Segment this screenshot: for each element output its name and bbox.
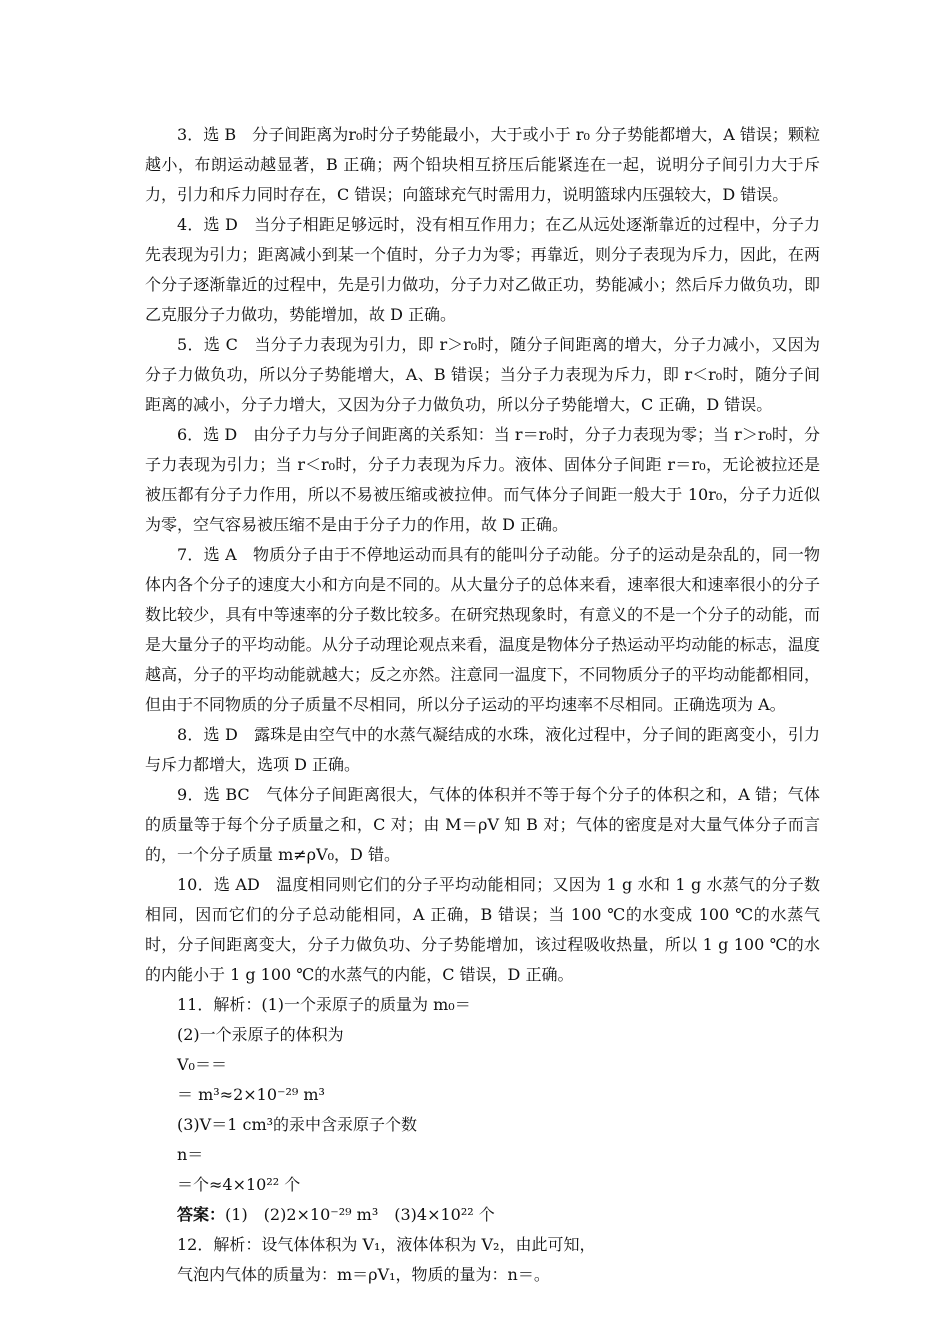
answer-12-line: 12．解析：设气体体积为 V₁，液体体积为 V₂，由此可知， [177,1235,596,1254]
answer-6: 6．选 D 由分子力与分子间距离的关系知：当 r＝r₀时，分子力表现为零；当 r＞r₀时，分子力表现为引力；当 r＜r₀时，分子力表现为斥力。液体、固体分子间距 r＝r₀，无论被拉还是被压都有分子力作用，所以不易被压缩或被拉伸。而气体分子间距一般大于 10r₀，分子力近似为零，空气容易被压缩不是由于分子力的作用，故 D 正确。 [145,425,820,534]
answer-text: (1) (2)2×10⁻²⁹ m³ (3)4×10²² 个 [225,1205,495,1224]
answer-5: 5．选 C 当分子力表现为引力，即 r＞r₀时，随分子间距离的增大，分子力减小，又因为分子力做负功，所以分子势能增大，A、B 错误；当分子力表现为斥力，即 r＜r₀时，随分子间距离的减小，分子力增大，又因为分子力做负功，所以分子势能增大，C 正确，D 错误。 [145,335,820,414]
answer-3: 3．选 B 分子间距离为r₀时分子势能最小，大于或小于 r₀ 分子势能都增大，A 错误；颗粒越小，布朗运动越显著，B 正确；两个铅块相互挤压后能紧连在一起，说明分子间引力大于斥力，引力和斥力同时存在，C 错误；向篮球充气时需用力，说明篮球内压强较大，D 错误。 [145,125,820,204]
answer-11-line: ＝个≈4×10²² 个 [177,1175,301,1194]
answer-4: 4．选 D 当分子相距足够远时，没有相互作用力；在乙从远处逐渐靠近的过程中，分子力先表现为引力；距离减小到某一个值时，分子力为零；再靠近，则分子表现为斥力，因此，在两个分子逐渐靠近的过程中，先是引力做功，分子力对乙做正功，势能减小；然后斥力做负功，即乙克服分子力做功，势能增加，故 D 正确。 [145,215,820,324]
answer-11-line: ＝ m³≈2×10⁻²⁹ m³ [177,1085,325,1104]
answer-12-line: 气泡内气体的质量为：m＝ρV₁，物质的量为：n＝。 [177,1265,550,1284]
answer-11-line: V₀＝＝ [177,1055,227,1074]
answer-11-line: (3)V＝1 cm³的汞中含汞原子个数 [177,1115,418,1134]
answer-label: 答案： [177,1205,226,1224]
answer-11-final [145,1200,820,1230]
answer-11-line: n＝ [177,1145,204,1164]
answer-10: 10．选 AD 温度相同则它们的分子平均动能相同；又因为 1 g 水和 1 g 水蒸气的分子数相同，因而它们的分子总动能相同，A 正确，B 错误；当 100 ℃的水变成 100 ℃的水蒸气时，分子间距离变大，分子力做负功、分子势能增加，该过程吸收热量，所以 1 g 100 ℃的水的内能小于 1 g 100 ℃的水蒸气的内能，C 错误，D 正确。 [145,875,820,984]
answer-11-line: (2)一个汞原子的体积为 [177,1025,344,1044]
answer-7: 7．选 A 物质分子由于不停地运动而具有的能叫分子动能。分子的运动是杂乱的，同一物体内各个分子的速度大小和方向是不同的。从大量分子的总体来看，速率很大和速率很小的分子数比较少，具有中等速率的分子数比较多。在研究热现象时，有意义的不是一个分子的动能，而是大量分子的平均动能。从分子动理论观点来看，温度是物体分子热运动平均动能的标志，温度越高，分子的平均动能就越大；反之亦然。注意同一温度下，不同物质分子的平均动能都相同，但由于不同物质的分子质量不尽相同，所以分子运动的平均速率不尽相同。正确选项为 A。 [145,545,820,714]
answer-11-line: 11．解析：(1)一个汞原子的质量为 m₀＝ [177,995,471,1014]
answer-8: 8．选 D 露珠是由空气中的水蒸气凝结成的水珠，液化过程中，分子间的距离变小，引力与斥力都增大，选项 D 正确。 [145,725,820,774]
answer-9: 9．选 BC 气体分子间距离很大，气体的体积并不等于每个分子的体积之和，A 错；气体的质量等于每个分子质量之和，C 对；由 M＝ρV 知 B 对；气体的密度是对大量气体分子而言的，一个分子质量 m≠ρV₀，D 错。 [145,785,820,864]
